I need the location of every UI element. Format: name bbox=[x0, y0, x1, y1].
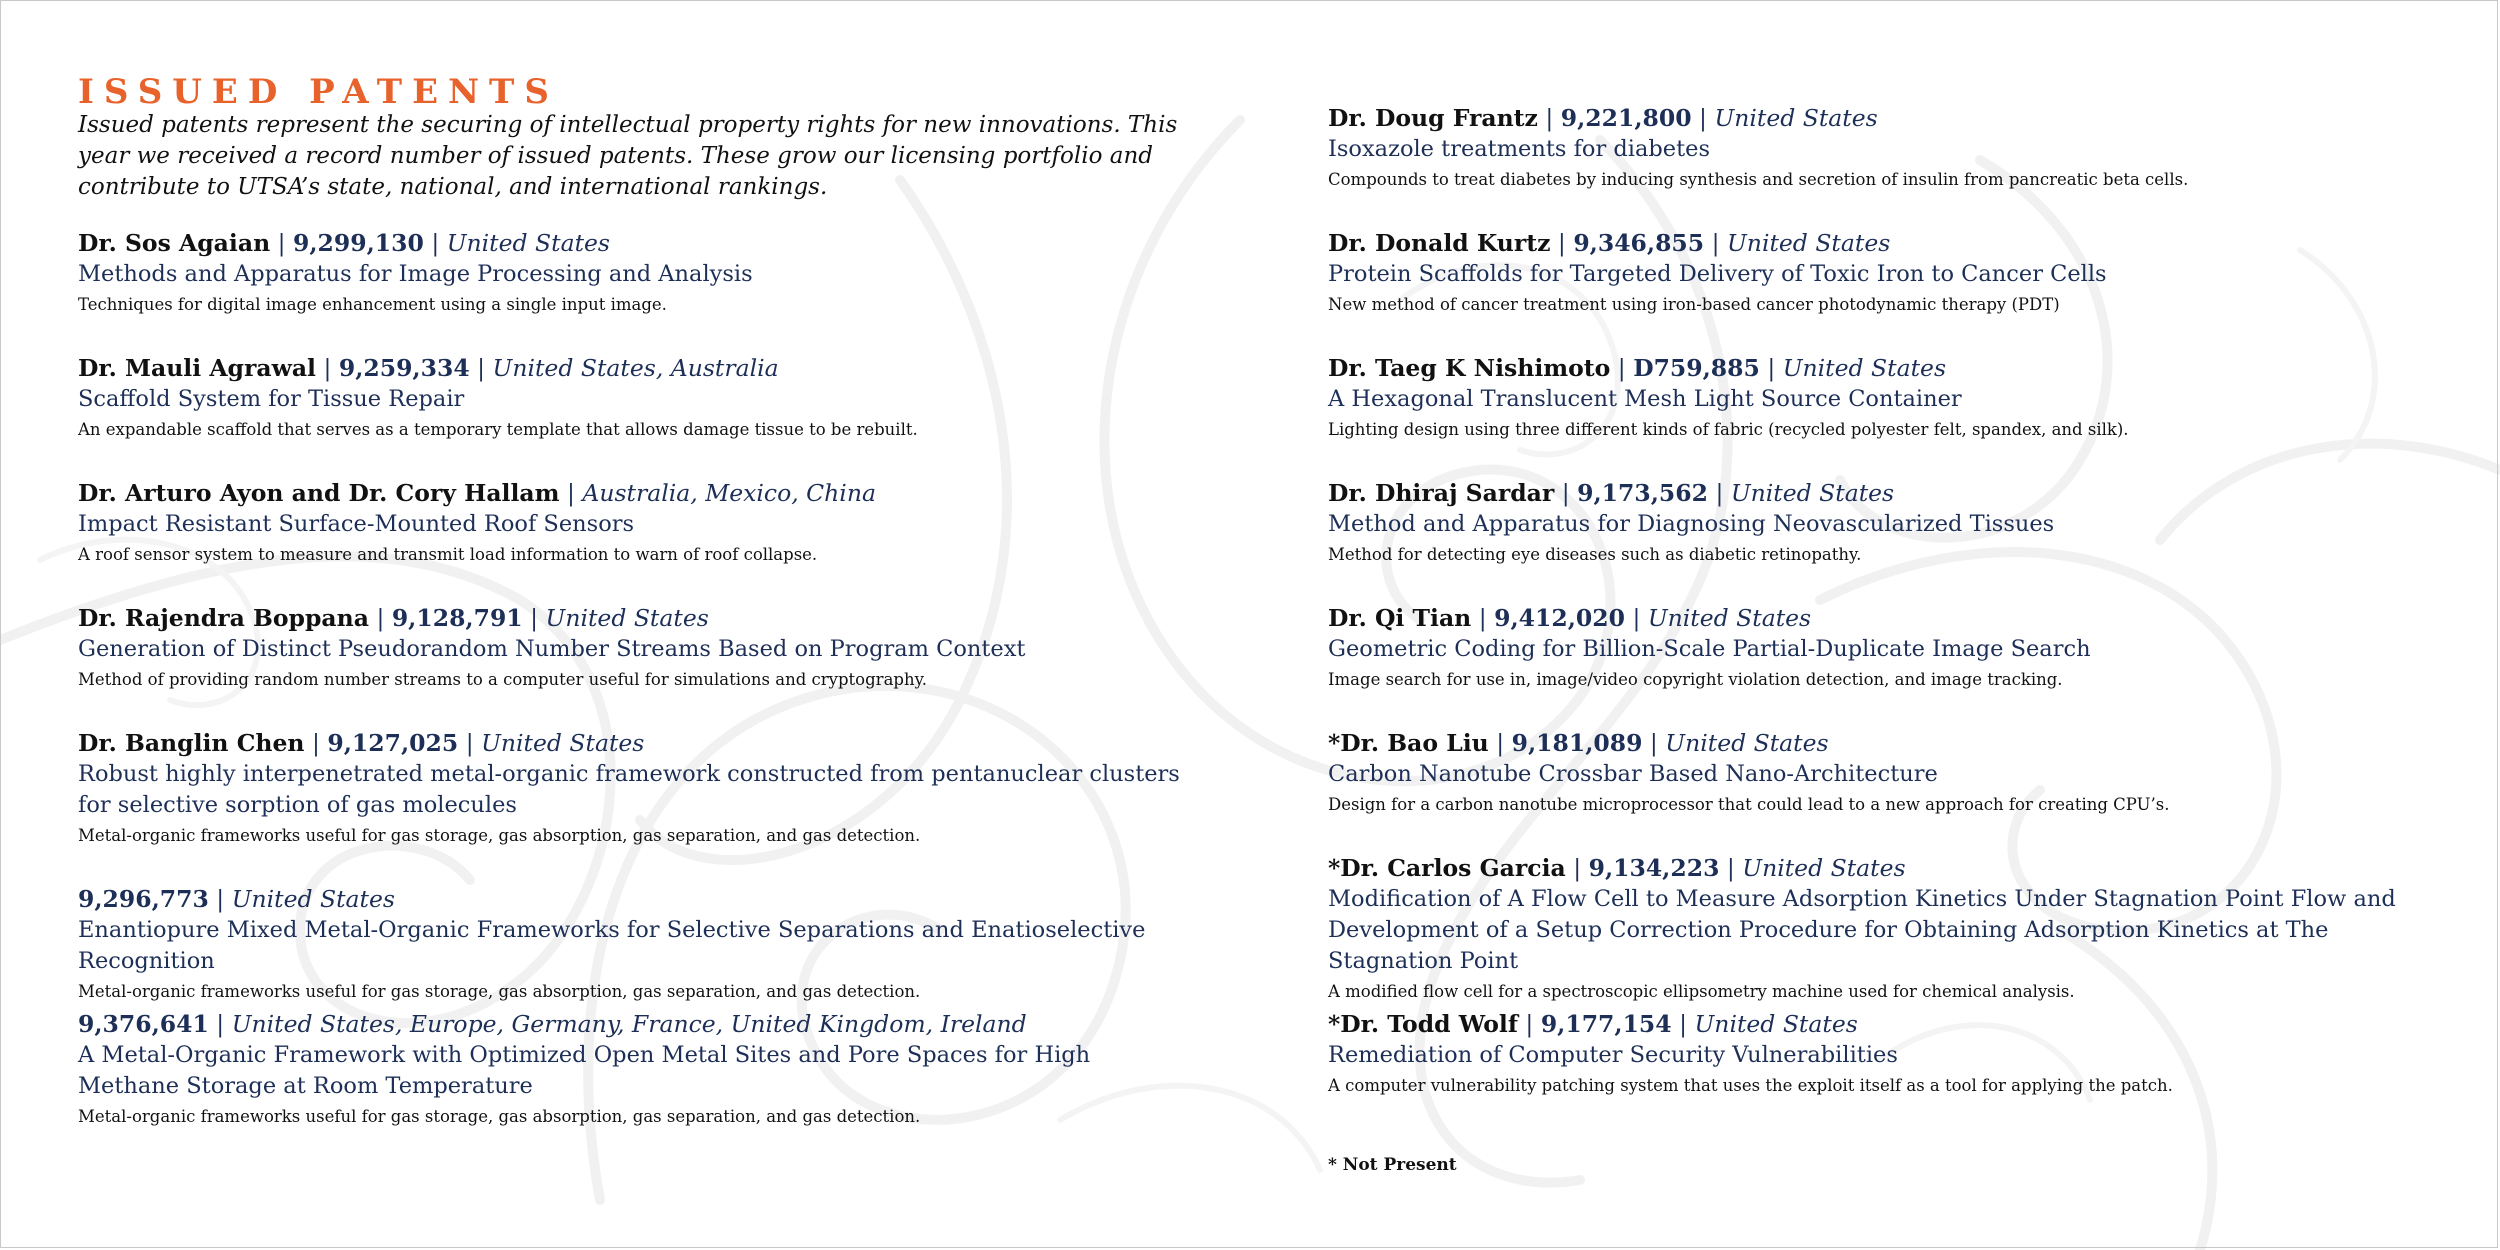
patent-title: Isoxazole treatments for diabetes bbox=[1328, 136, 1711, 162]
patent-title: Robust highly interpenetrated metal-organic framework constructed from pentanuclear clusters for selective sorption of gas molecules bbox=[78, 761, 1180, 818]
separator: | bbox=[315, 354, 339, 382]
patent-countries: United States bbox=[481, 729, 645, 757]
inventor-name: Dr. Sos Agaian bbox=[78, 229, 271, 257]
patent-entry bbox=[78, 1009, 1198, 1128]
patent-description: New method of cancer treatment using iron-based cancer photodynamic therapy (PDT) bbox=[1328, 295, 2060, 314]
patent-countries: United States, Australia bbox=[492, 354, 779, 382]
separator: | bbox=[1624, 604, 1648, 632]
patent-header bbox=[1328, 853, 2448, 884]
separator: | bbox=[1565, 854, 1589, 882]
patent-header bbox=[78, 1009, 1198, 1040]
inventor-name: Dr. Rajendra Boppana bbox=[78, 604, 369, 632]
patent-description: Metal-organic frameworks useful for gas storage, gas absorption, gas separation, and gas detection. bbox=[78, 826, 921, 845]
inventor-name: Dr. Taeg K Nishimoto bbox=[1328, 354, 1611, 382]
patent-description: Lighting design using three different kinds of fabric (recycled polyester felt, spandex, and silk). bbox=[1328, 420, 2129, 439]
patent-entry bbox=[1328, 228, 2448, 316]
patent-entry bbox=[78, 353, 1198, 441]
patent-entry bbox=[78, 478, 1198, 566]
inventor-name: Dr. Mauli Agrawal bbox=[78, 354, 316, 382]
patent-title: Enantiopure Mixed Metal-Organic Frameworks for Selective Separations and Enatioselective Recognition bbox=[78, 917, 1146, 974]
patent-header bbox=[1328, 353, 2448, 384]
patent-header bbox=[78, 603, 1198, 634]
patent-number: 9,376,641 bbox=[78, 1010, 209, 1038]
patent-countries: Australia, Mexico, China bbox=[582, 479, 876, 507]
patent-entry bbox=[1328, 103, 2448, 191]
patent-title: A Metal-Organic Framework with Optimized Open Metal Sites and Pore Spaces for High Methane Storage at Room Temperature bbox=[78, 1042, 1091, 1099]
patent-description: Metal-organic frameworks useful for gas storage, gas absorption, gas separation, and gas detection. bbox=[78, 982, 921, 1001]
patent-header bbox=[78, 353, 1198, 384]
inventor-name: *Dr. Bao Liu bbox=[1328, 729, 1489, 757]
patent-header bbox=[1328, 478, 2448, 509]
patent-number: 9,128,791 bbox=[391, 604, 523, 632]
patent-countries: United States, Europe, Germany, France, United Kingdom, Ireland bbox=[231, 1010, 1027, 1038]
separator: | bbox=[1704, 229, 1727, 257]
patent-header bbox=[1328, 728, 2448, 759]
inventor-name: Dr. Arturo Ayon and Dr. Cory Hallam bbox=[78, 479, 560, 507]
separator: | bbox=[1610, 354, 1634, 382]
inventor-name: Dr. Donald Kurtz bbox=[1328, 229, 1551, 257]
patent-header bbox=[1328, 1009, 2448, 1040]
patent-title: Method and Apparatus for Diagnosing Neovascularized Tissues bbox=[1328, 511, 2055, 537]
patent-title: Scaffold System for Tissue Repair bbox=[78, 386, 465, 412]
separator: | bbox=[1671, 1010, 1695, 1038]
separator: | bbox=[1554, 479, 1578, 507]
separator: | bbox=[208, 1010, 232, 1038]
patent-description: Method for detecting eye diseases such as diabetic retinopathy. bbox=[1328, 545, 1862, 564]
patent-header bbox=[1328, 103, 2448, 134]
patent-countries: United States bbox=[1665, 729, 1829, 757]
patent-number: 9,299,130 bbox=[293, 229, 424, 257]
separator: | bbox=[1471, 604, 1495, 632]
separator: | bbox=[423, 229, 447, 257]
patent-number: 9,134,223 bbox=[1588, 854, 1720, 882]
patent-description: Metal-organic frameworks useful for gas storage, gas absorption, gas separation, and gas detection. bbox=[78, 1107, 921, 1126]
separator: | bbox=[522, 604, 546, 632]
patent-number: 9,221,800 bbox=[1560, 104, 1692, 132]
patent-description: A roof sensor system to measure and transmit load information to warn of roof collapse. bbox=[78, 545, 818, 564]
patent-countries: United States bbox=[1694, 1010, 1858, 1038]
patent-title: Impact Resistant Surface-Mounted Roof Sensors bbox=[78, 511, 635, 537]
inventor-name: *Dr. Todd Wolf bbox=[1328, 1010, 1518, 1038]
patent-description: Techniques for digital image enhancement using a single input image. bbox=[78, 295, 667, 314]
separator: | bbox=[208, 885, 232, 913]
separator: | bbox=[458, 729, 482, 757]
separator: | bbox=[1707, 479, 1731, 507]
patent-number: 9,296,773 bbox=[78, 885, 209, 913]
patent-title: Generation of Distinct Pseudorandom Number Streams Based on Program Context bbox=[78, 636, 1026, 662]
separator: | bbox=[559, 479, 583, 507]
patent-countries: United States bbox=[1730, 479, 1895, 507]
patent-description: Method of providing random number streams to a computer useful for simulations and cryptography. bbox=[78, 670, 927, 689]
patent-entry bbox=[1328, 728, 2448, 816]
patent-description: Design for a carbon nanotube microprocessor that could lead to a new approach for creating CPU’s. bbox=[1328, 795, 2170, 814]
patent-entry bbox=[1328, 353, 2448, 441]
patent-title: Geometric Coding for Billion-Scale Partial-Duplicate Image Search bbox=[1328, 636, 2091, 662]
patent-header bbox=[1328, 603, 2448, 634]
patent-number: 9,412,020 bbox=[1494, 604, 1625, 632]
intro-paragraph: Issued patents represent the securing of intellectual property rights for new innovations. This year we received a record number of issued patents. These grow our licensing portfolio and contribute to UTSA’s state, national, and international rankings. bbox=[78, 112, 1178, 200]
inventor-name: Dr. Qi Tian bbox=[1328, 604, 1472, 632]
footnote: * Not Present bbox=[1328, 1155, 1457, 1175]
separator: | bbox=[1642, 729, 1666, 757]
inventor-name: Dr. Doug Frantz bbox=[1328, 104, 1538, 132]
patent-number: 9,127,025 bbox=[327, 729, 459, 757]
separator: | bbox=[469, 354, 493, 382]
patent-title: Remediation of Computer Security Vulnerabilities bbox=[1328, 1042, 1898, 1068]
patent-title: Carbon Nanotube Crossbar Based Nano-Architecture bbox=[1328, 761, 1938, 787]
patent-countries: United States bbox=[1742, 854, 1906, 882]
patent-header bbox=[78, 884, 1198, 915]
separator: | bbox=[1517, 1010, 1541, 1038]
patent-title: A Hexagonal Translucent Mesh Light Source Container bbox=[1328, 386, 1962, 412]
inventor-name: *Dr. Carlos Garcia bbox=[1328, 854, 1566, 882]
patent-description: An expandable scaffold that serves as a temporary template that allows damage tissue to be rebuilt. bbox=[78, 420, 918, 439]
patent-countries: United States bbox=[1714, 104, 1878, 132]
patent-title: Methods and Apparatus for Image Processing and Analysis bbox=[78, 261, 753, 287]
patent-entry bbox=[78, 603, 1198, 691]
separator: | bbox=[270, 229, 294, 257]
patent-number: 9,173,562 bbox=[1577, 479, 1708, 507]
separator: | bbox=[1691, 104, 1715, 132]
patent-header bbox=[1328, 228, 2448, 259]
patent-header bbox=[78, 728, 1198, 759]
separator: | bbox=[1719, 854, 1743, 882]
inventor-name: Dr. Dhiraj Sardar bbox=[1328, 479, 1555, 507]
patent-countries: United States bbox=[545, 604, 709, 632]
patent-number: 9,177,154 bbox=[1540, 1010, 1672, 1038]
patent-entry bbox=[78, 884, 1198, 1003]
patent-number: 9,181,089 bbox=[1511, 729, 1643, 757]
patent-header bbox=[78, 478, 1198, 509]
separator: | bbox=[1488, 729, 1512, 757]
separator: | bbox=[304, 729, 328, 757]
page-title: ISSUED PATENTS bbox=[78, 72, 559, 112]
separator: | bbox=[1550, 229, 1574, 257]
patent-description: Compounds to treat diabetes by inducing synthesis and secretion of insulin from pancreatic beta cells. bbox=[1328, 170, 2189, 189]
patent-entry bbox=[1328, 1009, 2448, 1097]
patent-entry bbox=[1328, 603, 2448, 691]
patent-header bbox=[78, 228, 1198, 259]
patent-description: Image search for use in, image/video copyright violation detection, and image tracking. bbox=[1328, 670, 2063, 689]
separator: | bbox=[368, 604, 392, 632]
patent-countries: United States bbox=[1727, 229, 1891, 257]
patent-entry bbox=[78, 228, 1198, 316]
inventor-name: Dr. Banglin Chen bbox=[78, 729, 305, 757]
patent-number: 9,346,855 bbox=[1573, 229, 1705, 257]
patent-description: A computer vulnerability patching system that uses the exploit itself as a tool for applying the patch. bbox=[1328, 1076, 2173, 1095]
separator: | bbox=[1759, 354, 1783, 382]
patent-number: 9,259,334 bbox=[338, 354, 470, 382]
patent-description: A modified flow cell for a spectroscopic ellipsometry machine used for chemical analysis. bbox=[1328, 982, 2075, 1001]
patent-countries: United States bbox=[446, 229, 610, 257]
patent-countries: United States bbox=[1782, 354, 1947, 382]
separator: | bbox=[1537, 104, 1561, 132]
patent-number: D759,885 bbox=[1633, 354, 1760, 382]
patent-countries: United States bbox=[1647, 604, 1812, 632]
patent-entry bbox=[78, 728, 1198, 847]
patent-countries: United States bbox=[231, 885, 395, 913]
patent-title: Modification of A Flow Cell to Measure Adsorption Kinetics Under Stagnation Point Flow and Development of a Setup Correction Procedure for Obtaining Adsorption Kinetics at The Stagnation Point bbox=[1328, 886, 2396, 974]
patent-entry bbox=[1328, 478, 2448, 566]
patent-entry bbox=[1328, 853, 2448, 1003]
patent-title: Protein Scaffolds for Targeted Delivery of Toxic Iron to Cancer Cells bbox=[1328, 261, 2107, 287]
